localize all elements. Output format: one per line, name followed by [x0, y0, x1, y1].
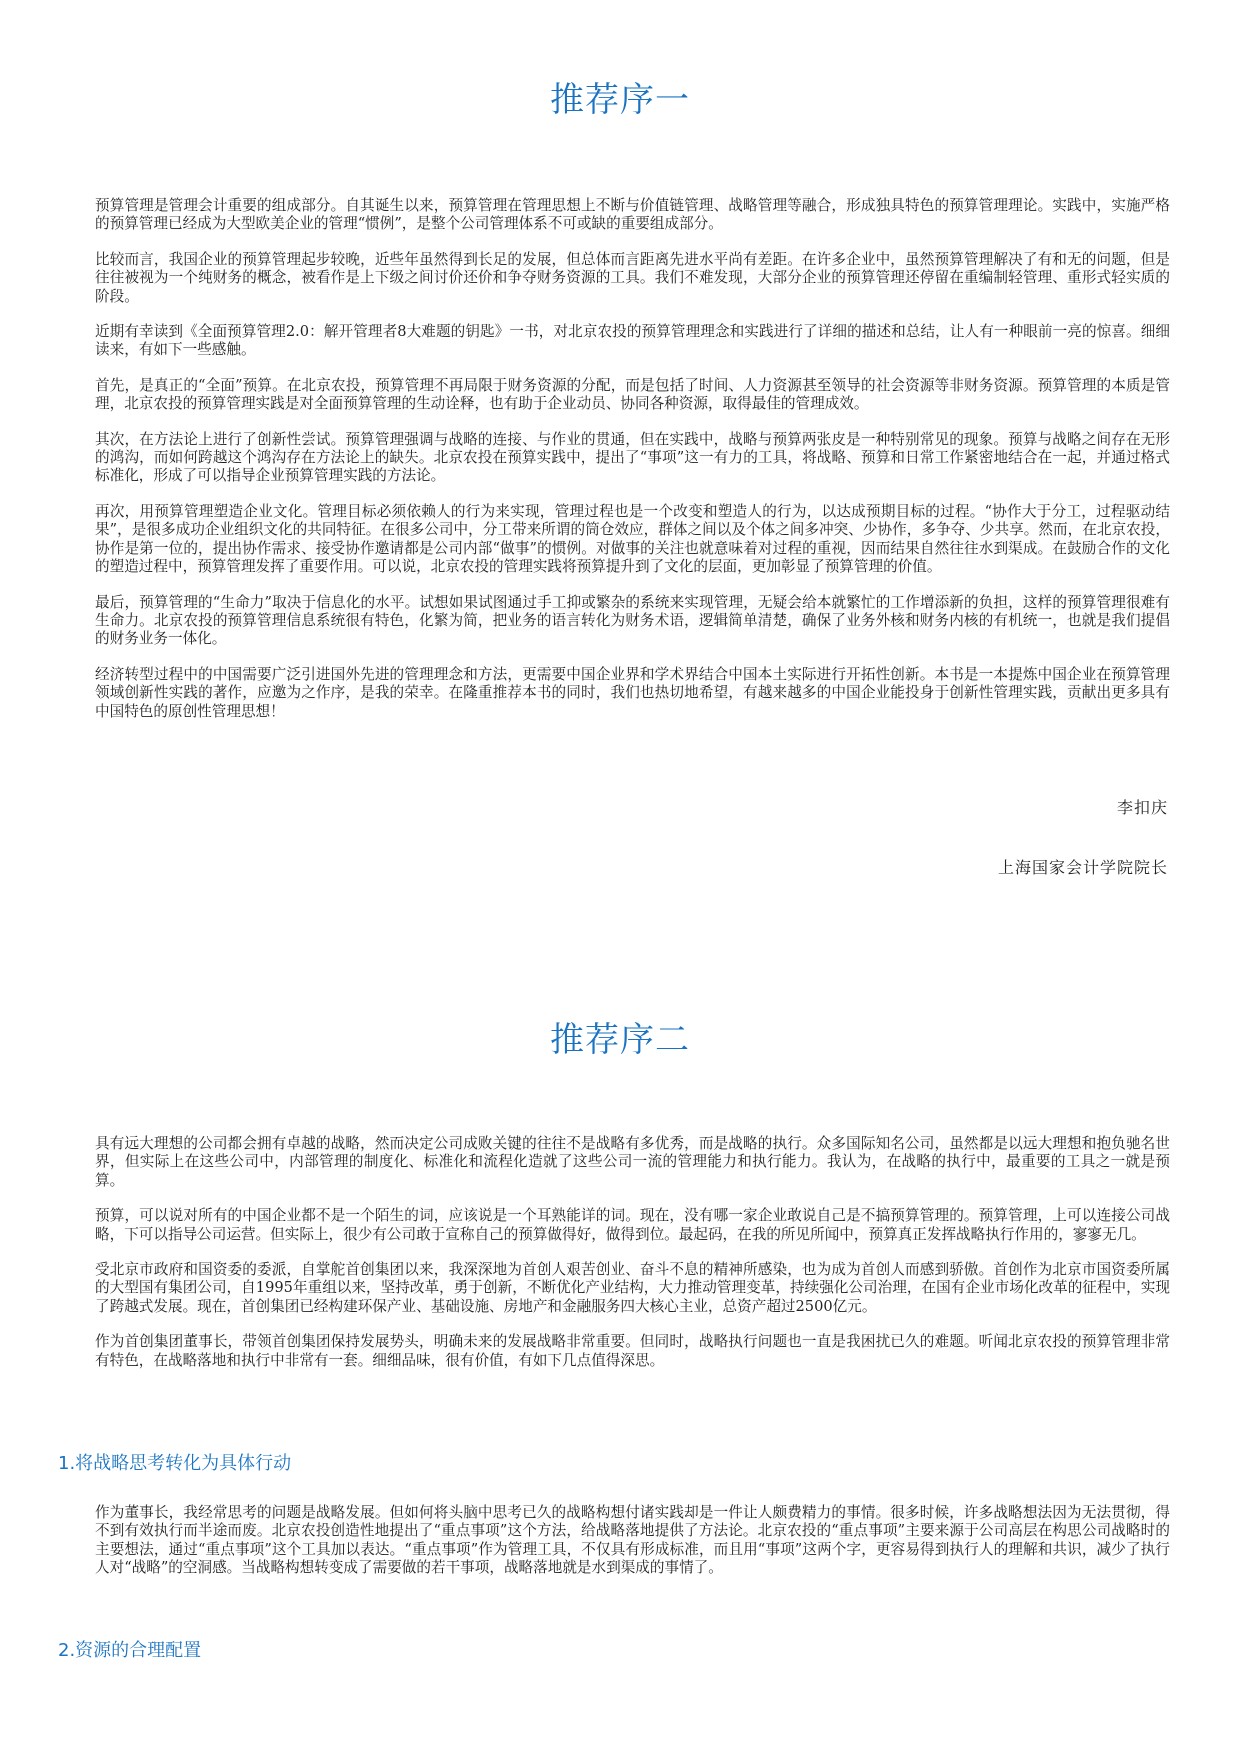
paragraph: 作为董事长，我经常思考的问题是战略发展。但如何将头脑中思考已久的战略构想付诸实践却是一件让人颇费精力的事情。很多时候，许多战略想法因为无法贯彻，得不到有效执行而半途而废。北京农投创造性地提出了“重点事项”这个方法，给战略落地提供了方法论。北京农投的“重点事项”主要来源于公司高层在构思公司战略时的主要想法，通过“重点事项”这个工具加以表达。“重点事项”作为管理工具，不仅具有形成标准，而且用“事项”这两个字，更容易得到执行人的理解和共识，减少了执行人对“战略”的空洞感。当战略构想转变成了需要做的若干事项，战略落地就是水到渠成的事情了。: [95, 1504, 1170, 1577]
paragraph: 预算管理是管理会计重要的组成部分。自其诞生以来，预算管理在管理思想上不断与价值链管理、战略管理等融合，形成独具特色的预算管理理论。实践中，实施严格的预算管理已经成为大型欧美企业的管理“惯例”，是整个公司管理体系不可或缺的重要组成部分。: [95, 197, 1170, 233]
paragraph: 再次，用预算管理塑造企业文化。管理目标必须依赖人的行为来实现，管理过程也是一个改变和塑造人的行为，以达成预期目标的过程。“协作大于分工，过程驱动结果”，是很多成功企业组织文化的共同特征。在很多公司中，分工带来所谓的筒仓效应，群体之间以及个体之间多冲突、少协作，多争夺、少共享。然而，在北京农投，协作是第一位的，提出协作需求、接受协作邀请都是公司内部“做事”的惯例。对做事的关注也就意味着对过程的重视，因而结果自然往往水到渠成。在鼓励合作的文化的塑造过程中，预算管理发挥了重要作用。可以说，北京农投的管理实践将预算提升到了文化的层面，更加彰显了预算管理的价值。: [95, 502, 1170, 576]
paragraph: 具有远大理想的公司都会拥有卓越的战略，然而决定公司成败关键的往往不是战略有多优秀，而是战略的执行。众多国际知名公司，虽然都是以远大理想和抱负驰名世界，但实际上在这些公司中，内部管理的制度化、标准化和流程化造就了这些公司一流的管理能力和执行能力。我认为，在战略的执行中，最重要的工具之一就是预算。: [95, 1135, 1170, 1189]
paragraph: 经济转型过程中的中国需要广泛引进国外先进的管理理念和方法，更需要中国企业界和学术界结合中国本土实际进行开拓性创新。本书是一本提炼中国企业在预算管理领域创新性实践的著作，应邀为之作序，是我的荣幸。在隆重推荐本书的同时，我们也热切地希望，有越来越多的中国企业能投身于创新性管理实践，贡献出更多具有中国特色的原创性管理思想！: [95, 665, 1170, 720]
subheading-resource-allocation: 2.资源的合理配置: [58, 1640, 202, 1661]
subheading-strategy-to-action: 1.将战略思考转化为具体行动: [58, 1453, 292, 1474]
preface2-body: [95, 1135, 1170, 1387]
preface1-author: 李扣庆: [1116, 798, 1168, 817]
paragraph: 其次，在方法论上进行了创新性尝试。预算管理强调与战略的连接、与作业的贯通，但在实践中，战略与预算两张皮是一种特别常见的现象。预算与战略之间存在无形的鸿沟，而如何跨越这个鸿沟存在方法论上的缺失。北京农投在预算实践中，提出了“事项”这一有力的工具，将战略、预算和日常工作紧密地结合在一起，并通过格式标准化，形成了可以指导企业预算管理实践的方法论。: [95, 430, 1170, 485]
preface1-author-title: 上海国家会计学院院长: [997, 858, 1168, 877]
paragraph: 比较而言，我国企业的预算管理起步较晚，近些年虽然得到长足的发展，但总体而言距离先进水平尚有差距。在许多企业中，虽然预算管理解决了有和无的问题，但是往往被视为一个纯财务的概念，被看作是上下级之间讨价还价和争夺财务资源的工具。我们不难发现，大部分企业的预算管理还停留在重编制轻管理、重形式轻实质的阶段。: [95, 250, 1170, 305]
paragraph: 近期有幸读到《全面预算管理2.0：解开管理者8大难题的钥匙》一书，对北京农投的预算管理理念和实践进行了详细的描述和总结，让人有一种眼前一亮的惊喜。细细读来，有如下一些感触。: [95, 323, 1170, 359]
preface1-title: 推荐序一: [550, 80, 690, 120]
paragraph: 预算，可以说对所有的中国企业都不是一个陌生的词，应该说是一个耳熟能详的词。现在，没有哪一家企业敢说自己是不搞预算管理的。预算管理，上可以连接公司战略，下可以指导公司运营。但实际上，很少有公司敢于宣称自己的预算做得好，做得到位。最起码，在我的所见所闻中，预算真正发挥战略执行作用的，寥寥无几。: [95, 1207, 1170, 1243]
paragraph: 作为首创集团董事长，带领首创集团保持发展势头，明确未来的发展战略非常重要。但同时，战略执行问题也一直是我困扰已久的难题。听闻北京农投的预算管理非常有特色，在战略落地和执行中非常有一套。细细品味，很有价值，有如下几点值得深思。: [95, 1333, 1170, 1369]
subsection1-body: [95, 1504, 1170, 1595]
paragraph: 首先，是真正的“全面”预算。在北京农投，预算管理不再局限于财务资源的分配，而是包括了时间、人力资源甚至领导的社会资源等非财务资源。预算管理的本质是管理，北京农投的预算管理实践是对全面预算管理的生动诠释，也有助于企业动员、协同各种资源，取得最佳的管理成效。: [95, 376, 1170, 413]
preface2-title: 推荐序二: [550, 1020, 690, 1060]
preface1-body: [95, 197, 1170, 738]
paragraph: 受北京市政府和国资委的委派，自掌舵首创集团以来，我深深地为首创人艰苦创业、奋斗不息的精神所感染，也为成为首创人而感到骄傲。首创作为北京市国资委所属的大型国有集团公司，自1995年重组以来，坚持改革，勇于创新，不断优化产业结构，大力推动管理变革，持续强化公司治理，在国有企业市场化改革的征程中，实现了跨越式发展。现在，首创集团已经构建环保产业、基础设施、房地产和金融服务四大核心主业，总资产超过2500亿元。: [95, 1261, 1170, 1315]
paragraph: 最后，预算管理的“生命力”取决于信息化的水平。试想如果试图通过手工抑或繁杂的系统来实现管理，无疑会给本就繁忙的工作增添新的负担，这样的预算管理很难有生命力。北京农投的预算管理信息系统很有特色，化繁为简，把业务的语言转化为财务术语，逻辑简单清楚，确保了业务外核和财务内核的有机统一，也就是我们提倡的财务业务一体化。: [95, 593, 1170, 648]
